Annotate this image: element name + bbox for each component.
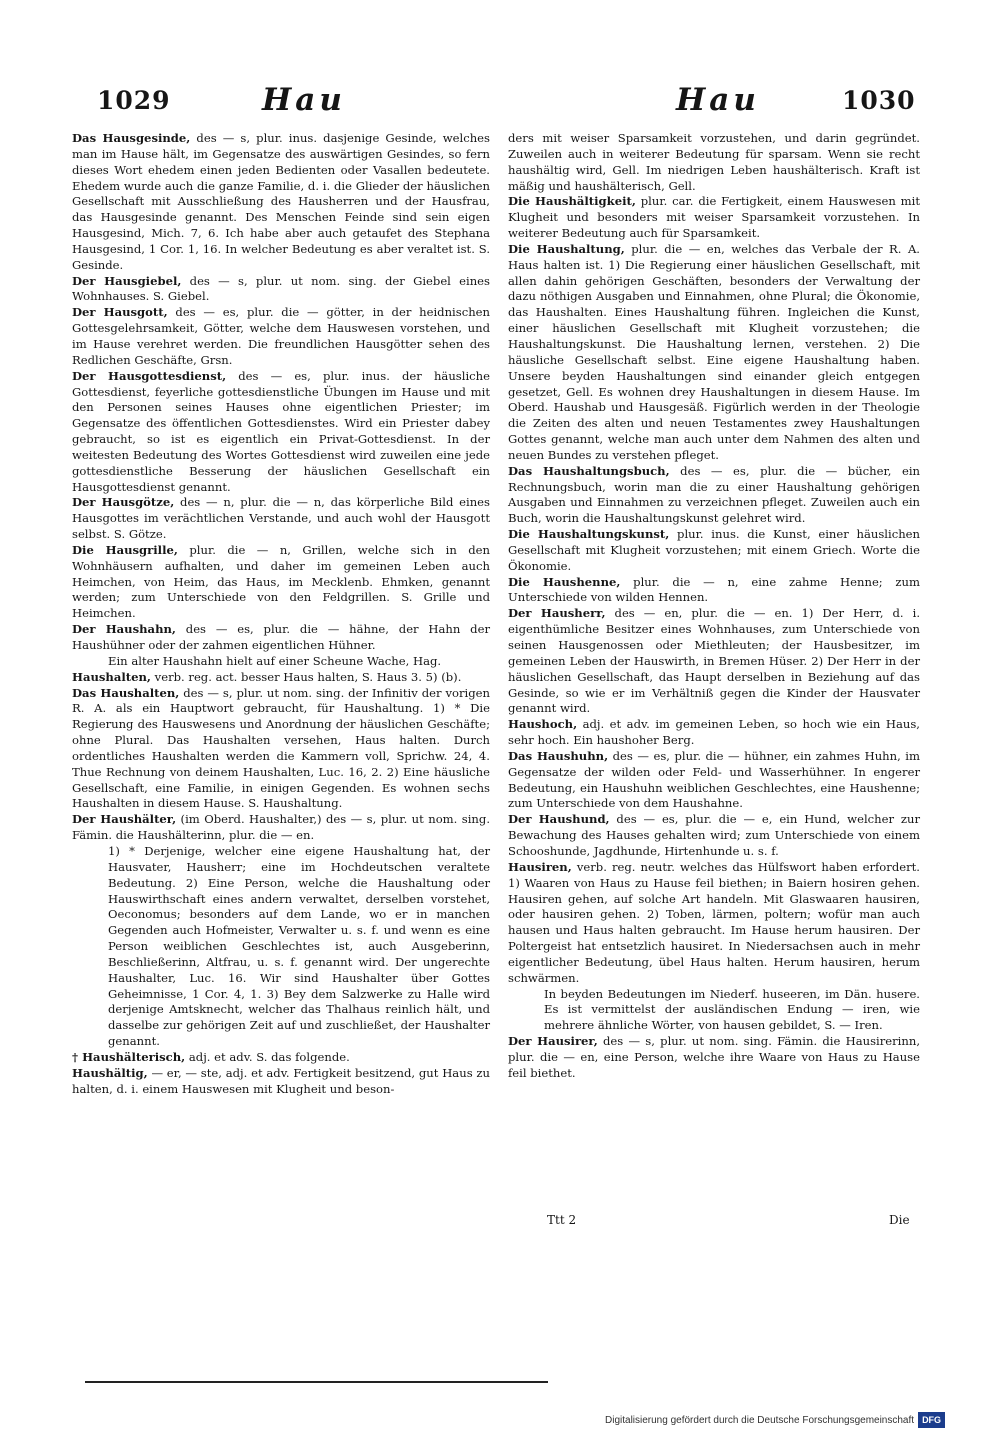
entry-headword: Der Hausgiebel, xyxy=(72,273,182,288)
dfg-credit xyxy=(605,1410,945,1430)
entry-definition: des — es, plur. die — bücher, ein Rechnungsbuch, worin man die zu einer Haushaltung gehörigen Ausgaben und Einnahmen zu verzeichnen pfleget. Zuweilen auch ein Buch, worin die Haushaltungskunst gelehret wird. xyxy=(508,463,921,526)
entry-headword: Der Hausgottesdienst, xyxy=(72,368,227,383)
dictionary-entry xyxy=(508,717,920,749)
dictionary-entry xyxy=(72,274,490,306)
signature-mark: Ttt 2 xyxy=(547,1213,577,1227)
entry-definition: ders mit weiser Sparsamkeit vorzustehen, und darin gegründet. Zuweilen auch in weiterer Bedeutung für sparsam. Wenn sie recht haushältig wird, Gell. Im niedrigen Leben haushälterisch. Kraft ist mäßig und haushälterisch, Gell. xyxy=(508,131,920,193)
dictionary-entry xyxy=(72,686,490,813)
entry-headword: Hausiren, xyxy=(508,859,572,874)
right-page-number: 1030 xyxy=(842,86,916,115)
dictionary-entry xyxy=(508,749,920,812)
entry-definition: des — es, plur. die — hähne, der Hahn der Haushühner oder der zahmen eigentlichen Hühner. xyxy=(72,622,490,652)
entry-definition: plur. inus. die Kunst, einer häuslichen Gesellschaft mit Klugheit vorzustehen; mit einem Griech. Worte die Ökonomie. xyxy=(508,527,920,573)
dfg-notice: Digitalisierung gefördert durch die Deutsche Forschungsgemeinschaft xyxy=(605,1414,915,1426)
entry-definition: des — s, plur. inus. dasjenige Gesinde, welches man im Hause hält, im Gegensatze des auswärtigen Gesindes, so fern dieses Wort ehedem einen jeden Bedienten oder Vasallen bedeutete. Ehedem wurde auch die ganze Familie, d. i. die Glieder der häuslichen Gesellschaft mit Ausschließung des Hausherren und der Hausfrau, das Hausgesinde genannt. Des Menschen Feinde sind sein eigen Hausgesind, Mich. 7, 6. Ich habe aber auch getaufet des Stephana Hausgesind, 1 Cor. 1, 16. In welcher Bedeutung es aber veraltet ist. S. Gesinde. xyxy=(72,131,490,272)
entry-headword: Die Haushenne, xyxy=(508,574,621,589)
dictionary-entry xyxy=(72,495,490,543)
entry-headword: Der Hausgott, xyxy=(72,305,168,320)
entry-quote: In beyden Bedeutungen im Niederf. huseeren, im Dän. husere. Es ist vermittelst der ausländischen Endung — iren, wie mehrere ähnliche Wörter, von hausen gebildet, S. — Iren. xyxy=(544,986,920,1033)
entry-definition: des — en, plur. die — en. 1) Der Herr, d. i. eigenthümliche Besitzer eines Wohnhauses, zum Unterschiede von seinen Hausgenossen oder Miethleuten; der Hausbesitzer, im gemeinen Leben der Hauswirth, in Bremen Hüser. 2) Der Herr in der häuslichen Gesellschaft, das Haupt derselben in Beziehung auf das Gesinde, so wie er im Verhältniß gegen die Kinder der Hausvater genannt wird. xyxy=(508,606,920,716)
entry-definition: des — s, plur. ut nom. sing. der Giebel eines Wohnhauses. S. Giebel. xyxy=(72,273,490,304)
dfg-logo: DFG xyxy=(918,1412,945,1428)
entry-quote: Ein alter Haushahn hielt auf einer Scheune Wache, Hag. xyxy=(108,653,442,668)
entry-headword: Das Haushuhn, xyxy=(508,748,609,763)
entry-headword: Der Haushälter, xyxy=(72,812,177,827)
entry-definition: des — es, plur. die — götter, in der heidnischen Gottesgelehrsamkeit, Götter, welche dem Hauswesen vorstehen, und im Hause verehret werden. Die freundlichen Hausgötter sehen des Redlichen Geschäfte, Grsn. xyxy=(72,305,490,367)
entry-headword: † Haushälterisch, xyxy=(72,1049,186,1064)
entry-headword: Die Haushaltungskunst, xyxy=(508,527,670,542)
entry-definition: adj. et adv. im gemeinen Leben, so hoch wie ein Haus, sehr hoch. Ein haushoher Berg. xyxy=(508,717,920,748)
dictionary-entry xyxy=(508,194,920,242)
dictionary-entry xyxy=(72,543,490,622)
entry-definition: plur. die — n, eine zahme Henne; zum Unterschiede von wilden Hennen. xyxy=(508,574,921,605)
entry-definition: des — es, plur. die — hühner, ein zahmes Huhn, im Gegensatze der wilden oder Feld- und Wasserhühner. In engerer Bedeutung, ein Haushuhn weiblichen Geschlechtes, eine Haushenne; zum Unterschiede von dem Haushahne. xyxy=(508,748,920,811)
entry-definition: des — es, plur. inus. der häusliche Gottesdienst, feyerliche gottesdienstliche Übungen im Hause und mit den Personen seines Hauses ohne eigentlichen Priester; im Gegensatze des öffentlichen Gottesdienstes. Wird ein Priester dabey gebraucht, so ist es eigentlich ein Privat-Gottesdienst. In der weitesten Bedeutung des Wortes Gottesdienst wird zuweilen eine jede gottesdienstliche Besserung der häuslichen Gesellschaft ein Hausgottesdienst genannt. xyxy=(72,368,490,494)
entry-definition: (im Oberd. Haushalter,) des — s, plur. ut nom. sing. Fämin. die Haushälterinn, plur. die — en. xyxy=(72,812,490,843)
dictionary-entry xyxy=(508,860,920,987)
entry-headword: Der Hausgötze, xyxy=(72,495,175,510)
right-column xyxy=(508,131,920,1082)
entry-headword: Die Haushaltung, xyxy=(508,241,625,256)
entry-headword: Der Haushund, xyxy=(508,812,610,827)
right-running-head: Hau xyxy=(676,82,760,118)
left-page-number: 1029 xyxy=(97,86,171,115)
bottom-rule xyxy=(85,1381,548,1383)
dictionary-entry xyxy=(508,1034,920,1082)
entry-headword: Haushältig, xyxy=(72,1065,148,1080)
page-header xyxy=(0,82,1000,122)
entry-headword: Der Hausirer, xyxy=(508,1034,598,1049)
entry-definition: — er, — ste, adj. et adv. Fertigkeit besitzend, gut Haus zu halten, d. i. einem Hauswesen mit Klugheit und beson- xyxy=(72,1065,490,1096)
entry-definition: plur. die — en, welches das Verbale der R. A. Haus halten ist. 1) Die Regierung einer häuslichen Gesellschaft, mit allen dahin gehörigen Geschäften, besonders der Verwaltung der dazu nöthigen Ausgaben und Einnahmen, ohne Plural; die Ökonomie, das Haushalten. Eines Haushaltung führen. Ingleichen die Kunst, einer häuslichen Gesellschaft mit Klugheit vorzustehen; die Haushaltungskunst. Die Haushaltung lernen, verstehen. 2) Die häusliche Gesellschaft selbst. Eine eigene Haushaltung haben. Unsere beyden Haushaltungen sind einander gleich entgegen gesetzet, Gell. Es wohnen drey Haushaltungen in diesem Hause. Im Oberd. Haushab und Hausgesäß. Figürlich werden in der Theologie die Zeiten des alten und neuen Testamentes zwey Haushaltungen Gottes genannt, welche man auch unter dem Nahmen des alten und neuen Bundes zu verstehen pfleget. xyxy=(508,241,920,462)
entry-definition: adj. et adv. S. das folgende. xyxy=(185,1049,350,1064)
entry-definition: verb. reg. act. besser Haus halten, S. Haus 3. 5) (b). xyxy=(150,669,462,684)
entry-definition: des — s, plur. ut nom. sing. der Infinitiv der vorigen R. A. als ein Hauptwort gebraucht, für Haushaltung. 1) * Die Regierung des Hauswesens und Anordnung der häuslichen Geschäfte; ohne Plural. Das Haushalten versehen, Haus halten. Durch ordentliches Haushalten werden die Kammern voll, Sprichw. 24, 4. Thue Rechnung von deinem Haushalten, Luc. 16, 2. 2) Eine häusliche Gesellschaft, eine Familie, in einigen Gegenden. Es wohnen sechs Haushalten in diesem Hause. S. Haushaltung. xyxy=(72,685,490,811)
entry-headword: Das Hausgesinde, xyxy=(72,131,191,145)
dictionary-entry xyxy=(72,1050,490,1066)
dictionary-entry xyxy=(508,131,920,194)
dictionary-entry xyxy=(508,575,920,607)
dictionary-entry xyxy=(72,131,490,274)
left-running-head: Hau xyxy=(262,82,346,118)
entry-subsense: 1) * Derjenige, welcher eine eigene Haushaltung hat, der Hausvater, Hausherr; eine im Hochdeutschen veraltete Bedeutung. 2) Eine Person, welche die Haushaltung oder Hauswirthschaft eines andern verwaltet, derselben vorstehet, Oeconomus; besonders auf dem Lande, wo er in manchen Gegenden auch Hofmeister, Verwalter u. s. f. und wenn es eine Person weiblichen Geschlechtes ist, auch Ausgeberinn, Beschließerinn, Altfrau, u. s. f. genannt wird. Der ungerechte Haushalter, Luc. 16. Wir sind Haushalter über Gottes Geheimnisse, 1 Cor. 4, 1. 3) Bey dem Salzwerke zu Halle wird derjenige Amtsknecht, welcher das Thalhaus reinlich hält, und dasselbe zur gehörigen Zeit auf und zuschließet, der Haushalter genannt. xyxy=(108,843,490,1049)
dictionary-entry xyxy=(508,527,920,575)
entry-definition: des — n, plur. die — n, das körperliche Bild eines Hausgottes im verächtlichen Verstande, und auch wohl der Hausgott selbst. S. Götze. xyxy=(72,495,490,542)
dictionary-entry xyxy=(508,242,920,464)
dictionary-entry xyxy=(72,369,490,496)
entry-definition: verb. reg. neutr. welches das Hülfswort haben erfordert. 1) Waaren von Haus zu Hause feil biethen; in Baiern hosiren gehen. Hausiren gehen, auf solche Art handeln. Mit Glaswaaren hausiren, oder hausiren gehen. 2) Toben, lärmen, poltern; wofür man auch hausen und Haus halten gebraucht. Im Hause herum hausiren. Der Poltergeist hat entsetzlich hausiret. In Niedersachsen auch in mehr eigentlicher Bedeutung, übel Haus halten. Herum hausiren, herum schwärmen. xyxy=(508,859,920,985)
entry-headword: Die Hausgrille, xyxy=(72,542,178,557)
dictionary-entry xyxy=(72,1066,490,1098)
dictionary-entry xyxy=(72,622,490,654)
entry-headword: Die Haushältigkeit, xyxy=(508,194,636,209)
dictionary-entry xyxy=(508,606,920,717)
dictionary-entry xyxy=(72,670,490,686)
entry-definition: des — es, plur. die — e, ein Hund, welcher zur Bewachung des Hauses gehalten wird; zum Unterschiede von einem Schooshunde, Jagdhunde, Hirtenhunde u. s. f. xyxy=(508,812,921,858)
entry-headword: Der Haushahn, xyxy=(72,622,176,637)
entry-headword: Der Hausherr, xyxy=(508,606,606,621)
entry-definition: des — s, plur. ut nom. sing. Fämin. die Hausirerinn, plur. die — en, eine Person, welche ihre Waare von Haus zu Hause feil biethet. xyxy=(508,1034,921,1080)
left-column xyxy=(72,131,490,1097)
dictionary-entry xyxy=(508,812,920,860)
entry-headword: Das Haushaltungsbuch, xyxy=(508,463,670,478)
dictionary-entry xyxy=(72,305,490,368)
dictionary-entry xyxy=(72,812,490,844)
entry-definition: plur. car. die Fertigkeit, einem Hauswesen mit Klugheit und besonders mit weiser Sparsamkeit vorzustehen. In weiterer Bedeutung auch für Sparsamkeit. xyxy=(508,194,920,241)
entry-headword: Haushalten, xyxy=(72,669,151,684)
entry-headword: Haushoch, xyxy=(508,717,578,732)
dictionary-entry xyxy=(508,464,920,527)
entry-definition: plur. die — n, Grillen, welche sich in den Wohnhäusern aufhalten, und daher im gemeinen Leben auch Heimchen, von Heim, das Haus, im Mecklenb. Ehmken, genannt werden; zum Unterschiede von den Feldgrillen. S. Grille und Heimchen. xyxy=(72,542,490,621)
catchword: Die xyxy=(889,1213,910,1227)
entry-headword: Das Haushalten, xyxy=(72,685,180,700)
